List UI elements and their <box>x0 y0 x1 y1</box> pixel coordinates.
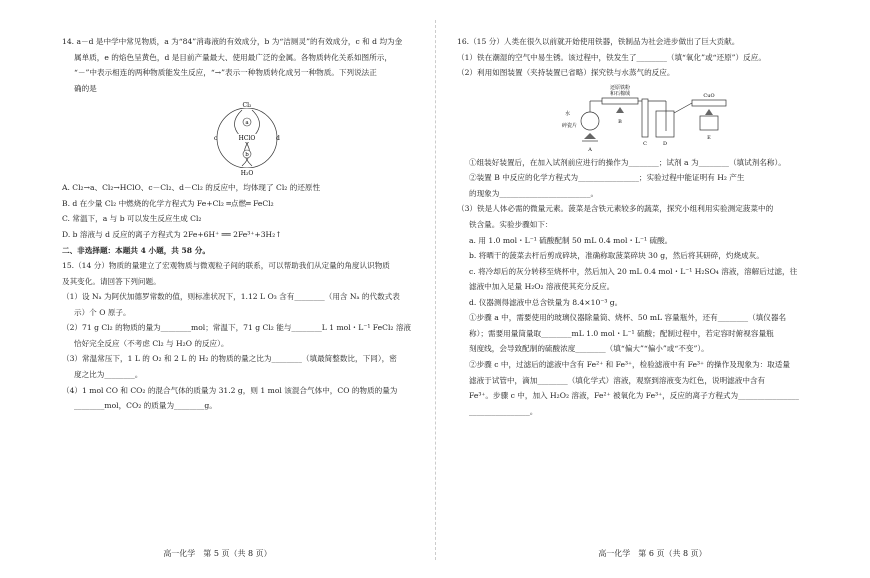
q14-stem-line: “－”中表示相连的两种物质能发生反应，“→”表示一种物质转化成另一种物质。下列说法正 <box>74 68 377 78</box>
apparatus-label-cuo: CuO <box>703 92 715 99</box>
right-page <box>435 0 870 578</box>
apparatus-label-b: B <box>618 118 622 125</box>
chlorine-cycle-diagram <box>212 98 282 178</box>
q15-part-2: （2）71 g Cl₂ 的物质的量为________mol；常温下，71 g Cl₂ 能与________L 1 mol・L⁻¹ FeCl₂ 溶液 <box>62 323 412 333</box>
q14-stem-line: 14. a－d 是中学中常见物质，a 为“84”消毒液的有效成分，b 为“洁厕灵”的有效成分，c 和 d 均为金 <box>62 37 403 46</box>
q16-part-2-i: ①组装好装置后，在加入试剂前应进行的操作为________；试剂 a 为________（填试剂名称）。 <box>469 157 786 167</box>
q16-part-3-ii-cont: 滤液于试管中，滴加________（填化学式）溶液，观察到溶液变为红色，说明滤液中含有 <box>469 375 766 385</box>
question-16 <box>457 36 822 417</box>
q16-part-3-i: ①步骤 a 中，需要使用的玻璃仪器除量筒、烧杯、50 mL 容量瓶外，还有________（填仪器名 <box>469 313 787 323</box>
q15-part-3-cont: 度之比为________。 <box>74 370 143 379</box>
q15-part-1-cont: 示）个 O 原子。 <box>74 307 131 317</box>
diagram-node-b: b <box>245 152 249 159</box>
q16-part-3-i-cont: 刻度线，会导致配制的硫酸浓度________（填“偏大”“偏小”或“不变”）。 <box>469 344 709 354</box>
diagram-left-label: c <box>214 135 218 143</box>
q14-stem-line: 确的是 <box>74 83 97 93</box>
q16-part-3: （3）铁是人体必需的微量元素。菠菜是含铁元素较多的蔬菜，探究小组利用实验测定菠菜中的 <box>457 204 774 214</box>
q16-part-3-cont: 铁含量。实验步骤如下： <box>469 219 553 229</box>
q16-part-3-ii-cont: Fe³⁺。步骤 c 中，加入 H₂O₂ 溶液，Fe²⁺ 被氧化为 Fe³⁺，反应的离子方程式为________________ <box>469 391 799 401</box>
diagram-bottom-label: H₂O <box>240 170 254 178</box>
apparatus-label-a: A <box>588 146 592 153</box>
q16-part-3-ii: ②步骤 c 中，过滤后的滤液中含有 Fe²⁺ 和 Fe³⁺，检验滤液中有 Fe³⁺ 的操作及现象为：取适量 <box>469 360 790 369</box>
apparatus-label-iron-2: 和石棉绒 <box>609 90 631 97</box>
question-15 <box>62 260 417 412</box>
q14-option-d: D. b 溶液与 d 反应的离子方程式为 2Fe+6H⁺ ══ 2Fe³⁺+3H₂↑ <box>62 229 282 239</box>
q15-part-4-cont: ________mol，CO₂ 的质量为________g。 <box>74 401 217 411</box>
apparatus-diagram <box>562 83 732 153</box>
apparatus-label-e: E <box>707 134 711 141</box>
diagram-top-label: Cl₂ <box>242 102 252 110</box>
q14-option-b: B. d 在少量 Cl₂ 中燃烧的化学方程式为 Fe+Cl₂ ═点燃═ FeCl₂ <box>62 198 274 208</box>
apparatus-label-chips: 碎瓷片 <box>562 122 578 129</box>
q15-part-1: （1）设 Nₐ 为阿伏加德罗常数的值，则标准状况下，1.12 L O₃ 含有________（用含 Nₐ 的代数式表 <box>62 292 400 302</box>
q16-step-c-cont: 滤液中加入足量 H₂O₂ 溶液使其充分反应。 <box>469 282 615 292</box>
q16-step-d: d. 仪器测得滤液中总含铁量为 8.4×10⁻³ g。 <box>469 297 623 307</box>
q14-option-a: A. Cl₂→a、Cl₂→HClO、c－Cl₂、d－Cl₂ 的反应中，均体现了 Cl₂ 的还原性 <box>62 183 321 193</box>
q15-part-4: （4）1 mol CO 和 CO₂ 的混合气体的质量为 31.2 g，则 1 mol 该混合气体中，CO 的物质的量为 <box>62 385 398 395</box>
q15-stem-line: 15.（14 分）物质的量建立了宏观物质与微观粒子间的联系，可以帮助我们从定量的角度认识物质 <box>62 261 390 271</box>
q16-part-3-i-cont: 称）；需要用量筒量取________mL 1.0 mol・L⁻¹ 硫酸；配制过程中，若定容时俯视容量瓶 <box>469 328 774 338</box>
q15-part-3: （3）常温常压下，1 L 的 O₂ 和 2 L 的 H₂ 的物质的量之比为________（填最简整数比，下同），密 <box>62 354 397 364</box>
apparatus-label-c: C <box>643 140 647 147</box>
page-footer: 高一化学 第 5 页（共 8 页） <box>163 548 272 558</box>
diagram-center-label: HClO <box>238 135 256 143</box>
q16-stem: 16.（15 分）人类在很久以前就开始使用铁器，铁制品为社会进步做出了巨大贡献。 <box>457 37 740 46</box>
q14-option-c: C. 常温下，a 与 b 可以发生反应生成 Cl₂ <box>62 214 202 224</box>
diagram-node-a: a <box>245 120 249 127</box>
q16-part-3-ii-cont: ________________。 <box>469 406 538 416</box>
q16-part-1: （1）铁在潮湿的空气中易生锈。该过程中，铁发生了________（填“氧化”或“还原”）反应。 <box>457 52 766 62</box>
question-14 <box>62 36 417 241</box>
q15-part-2-cont: 恰好完全反应（不考虑 Cl₂ 与 H₂O 的反应）。 <box>74 338 229 348</box>
q16-part-2: （2）利用如图装置（夹持装置已省略）探究铁与水蒸气的反应。 <box>457 68 675 78</box>
q16-step-b: b. 将晒干的菠菜去杆后剪成碎块，准确称取菠菜碎块 30 g，然后将其研碎，灼烧成灰。 <box>469 251 764 261</box>
section-heading: 二、非选择题：本题共 4 小题，共 58 分。 <box>62 245 210 255</box>
diagram-right-label: d <box>276 135 280 143</box>
apparatus-label-d: D <box>662 140 668 147</box>
q16-step-a: a. 用 1.0 mol・L⁻¹ 硫酸配制 50 mL 0.4 mol・L⁻¹ 硫酸。 <box>469 235 673 245</box>
q16-part-2-ii: ②装置 B 中反应的化学方程式为________________；实验过程中能证明有 H₂ 产生 <box>469 173 745 183</box>
q16-part-2-ii-cont: 的现象为________________________。 <box>469 188 599 198</box>
q15-stem-line: 及其变化。请回答下列问题。 <box>62 276 161 286</box>
page-footer: 高一化学 第 6 页（共 8 页） <box>598 548 707 558</box>
q14-stem-line: 属单质，e 的焰色呈黄色，d 是目前产量最大、使用最广泛的金属。各物质转化关系如图所示， <box>74 52 392 62</box>
apparatus-label-water: 水 <box>565 110 571 117</box>
apparatus-label-iron-1: 还原铁粉 <box>609 84 631 91</box>
q16-step-c: c. 将冷却后的灰分转移至烧杯中，然后加入 20 mL 0.4 mol・L⁻¹ H₂SO₄ 溶液，溶解后过滤，往 <box>469 266 798 276</box>
